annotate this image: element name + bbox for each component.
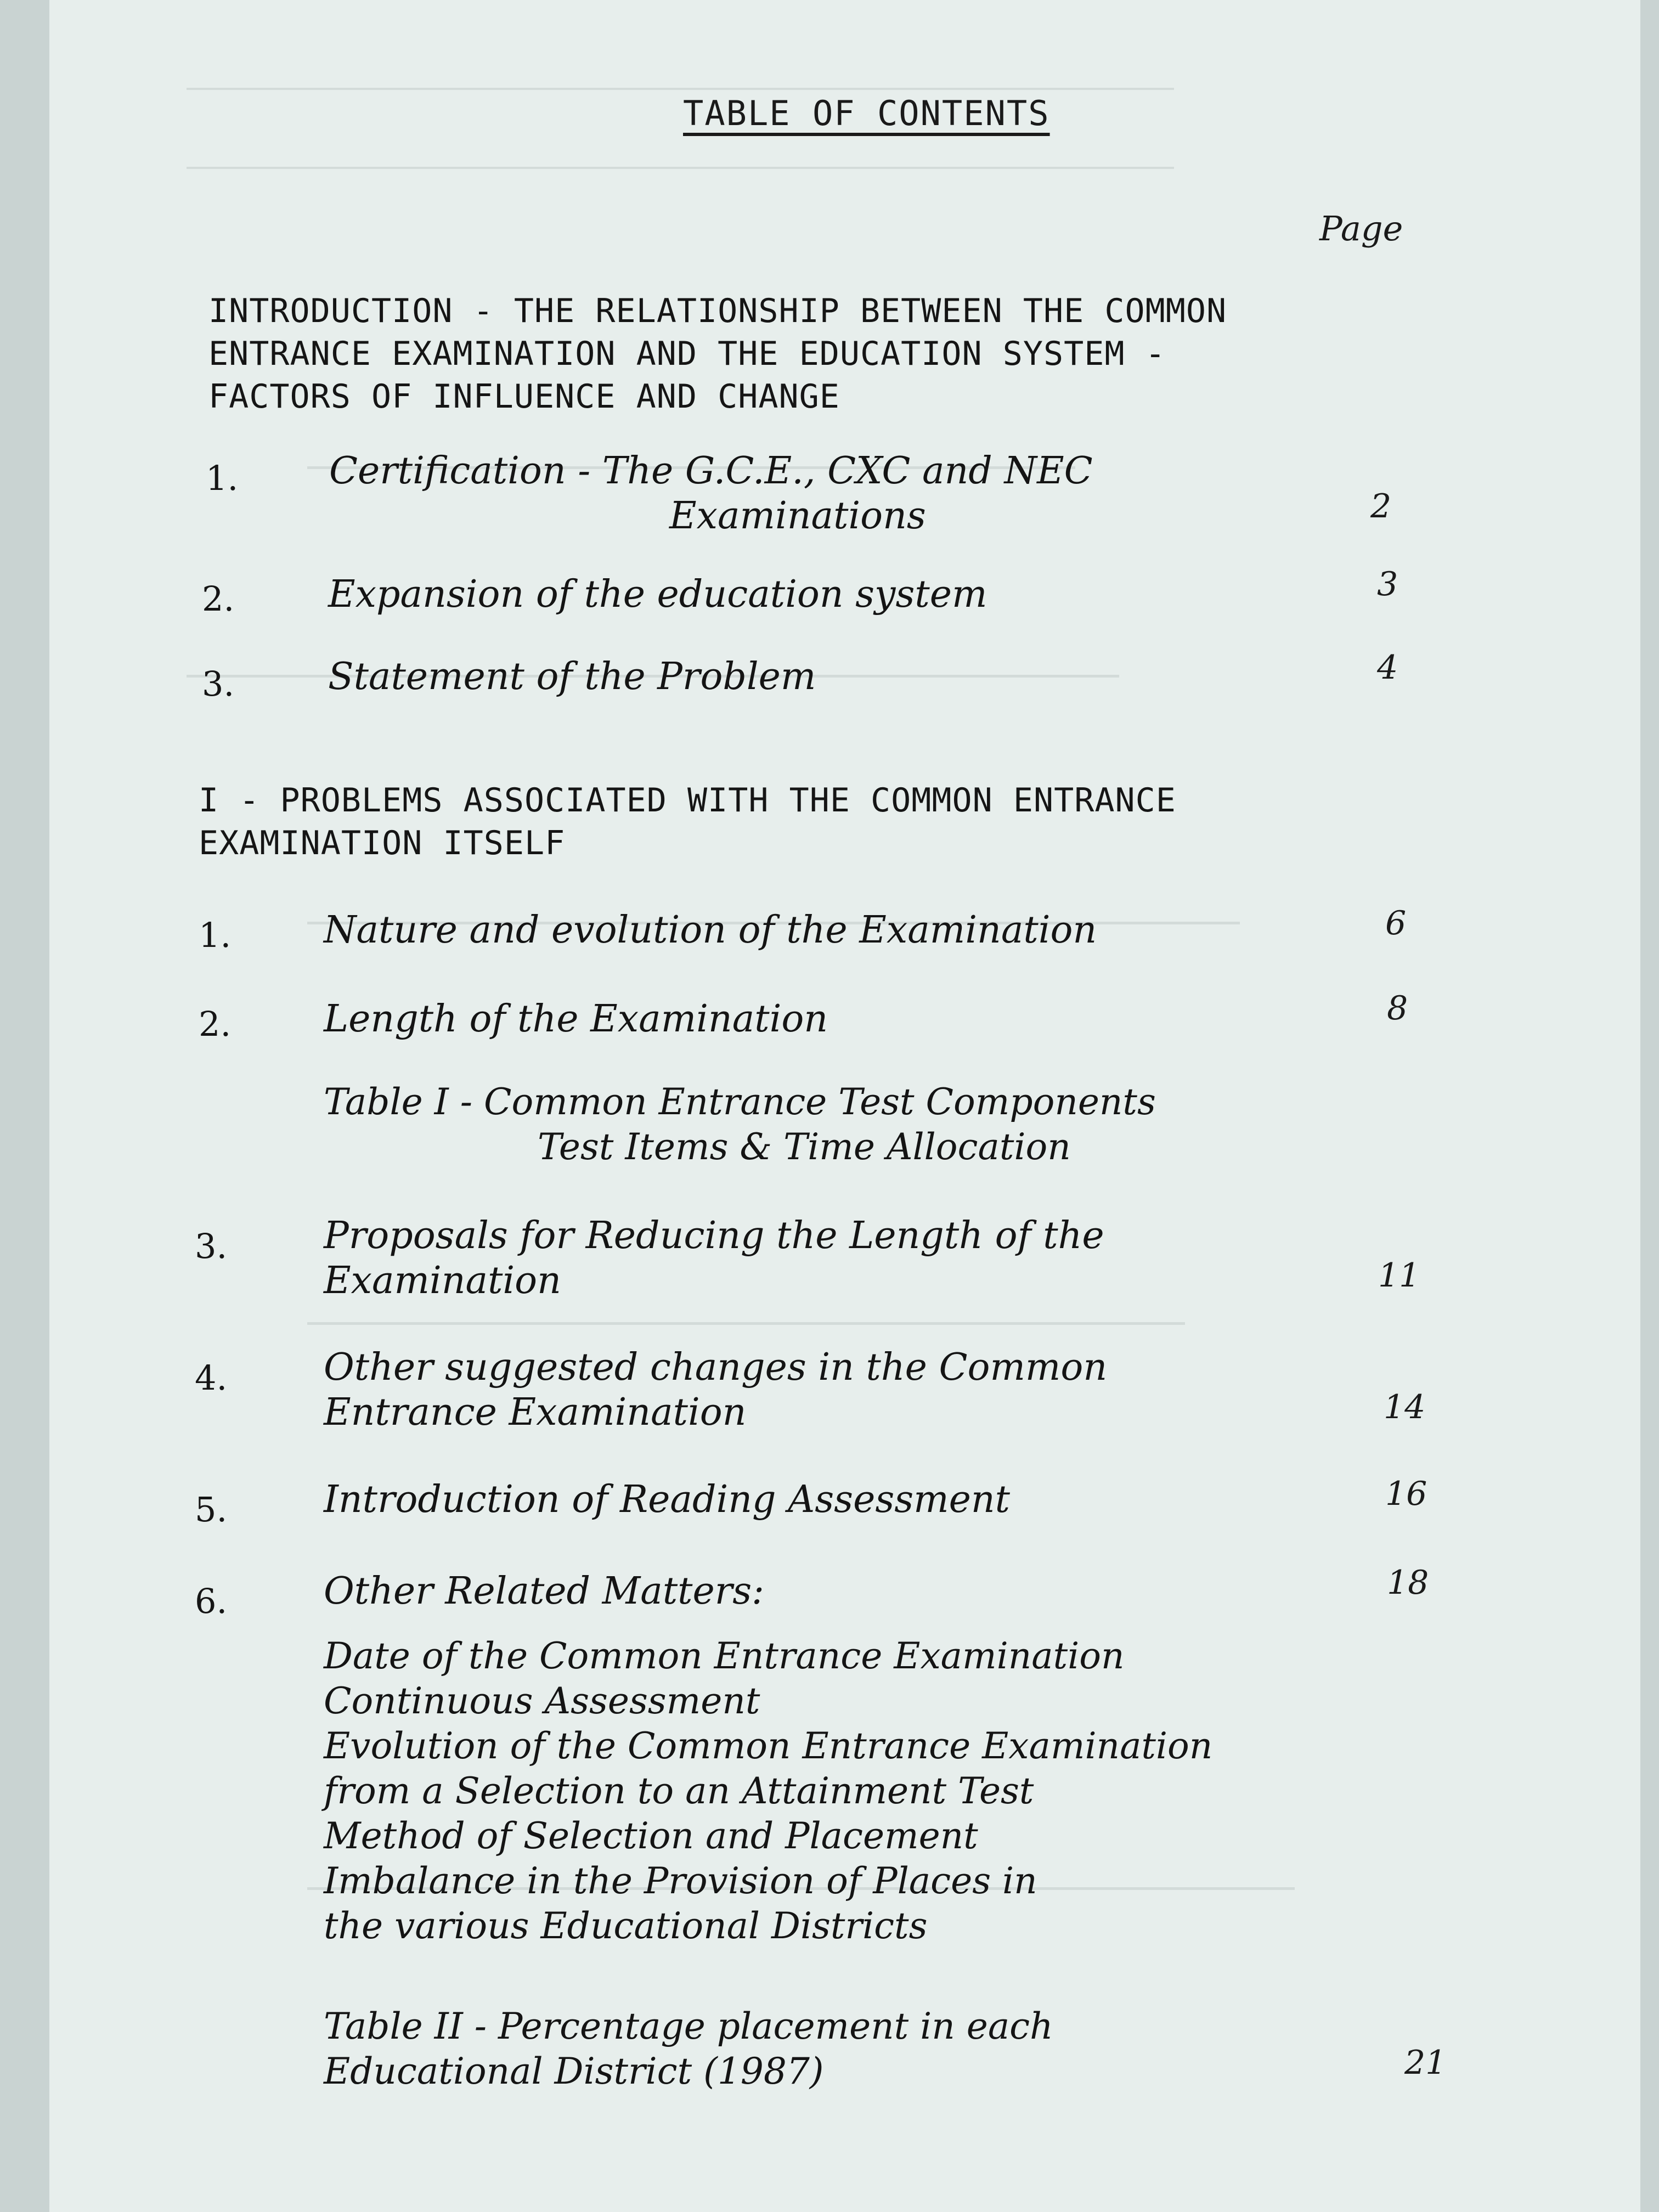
section-one-item-4-page: 14 xyxy=(1384,1388,1426,1426)
entry-line: Entrance Examination xyxy=(324,1391,747,1434)
section-one-item-3-title xyxy=(324,1214,1104,1304)
section-one-item-6-page: 18 xyxy=(1387,1564,1429,1602)
intro-item-3-number: 3. xyxy=(202,664,235,704)
section-one-item-1-number: 1. xyxy=(199,915,232,955)
caption-line: Educational District (1987) xyxy=(324,2050,824,2092)
section-one-item-5-number: 5. xyxy=(195,1489,228,1530)
intro-item-2-title: Expansion of the education system xyxy=(328,573,988,616)
intro-item-3-title: Statement of the Problem xyxy=(328,655,816,698)
page-title: TABLE OF CONTENTS xyxy=(683,93,1050,133)
section-one-item-2-number: 2. xyxy=(199,1004,232,1044)
intro-item-1-number: 1. xyxy=(206,458,239,498)
entry-line: Examination xyxy=(324,1259,561,1302)
table-two-caption xyxy=(324,2004,1053,2094)
intro-item-1-page: 2 xyxy=(1370,487,1392,526)
related-matter-item: Continuous Assessment xyxy=(324,1680,760,1722)
related-matter-item: Method of Selection and Placement xyxy=(324,1815,978,1857)
intro-item-2-page: 3 xyxy=(1377,565,1398,603)
related-matter-item: Evolution of the Common Entrance Examination xyxy=(324,1725,1213,1767)
section-one-item-3-page: 11 xyxy=(1378,1256,1420,1295)
related-matter-item: the various Educational Districts xyxy=(324,1905,928,1947)
section-one-item-4-title xyxy=(324,1345,1107,1435)
section-one-heading xyxy=(199,779,1296,865)
entry-line: Examinations xyxy=(669,494,926,538)
introduction-heading xyxy=(208,290,1306,418)
section-one-item-5-page: 16 xyxy=(1385,1475,1427,1513)
page-column-header: Page xyxy=(1319,208,1403,249)
section-one-item-6-number: 6. xyxy=(195,1581,228,1621)
caption-line: Table I - Common Entrance Test Components xyxy=(324,1081,1156,1123)
caption-line: Test Items & Time Allocation xyxy=(538,1126,1071,1168)
section-one-item-5-title: Introduction of Reading Assessment xyxy=(324,1478,1010,1521)
section-one-item-2-title: Length of the Examination xyxy=(324,997,828,1041)
entry-line: Certification - The G.C.E., CXC and NEC xyxy=(329,449,1093,493)
related-matters-list xyxy=(324,1634,1212,1949)
heading-line: I - PROBLEMS ASSOCIATED WITH THE COMMON ENTRANCE xyxy=(199,781,1176,820)
heading-line: EXAMINATION ITSELF xyxy=(199,824,566,862)
heading-line: FACTORS OF INFLUENCE AND CHANGE xyxy=(208,377,840,416)
section-one-item-1-page: 6 xyxy=(1385,904,1407,943)
section-one-item-3-number: 3. xyxy=(195,1226,228,1266)
heading-line: ENTRANCE EXAMINATION AND THE EDUCATION SYSTEM - xyxy=(208,335,1166,373)
intro-item-1-title xyxy=(329,449,1093,539)
related-matter-item: Imbalance in the Provision of Places in xyxy=(324,1860,1037,1902)
intro-item-3-page: 4 xyxy=(1377,648,1398,687)
related-matter-item: from a Selection to an Attainment Test xyxy=(324,1770,1034,1812)
section-one-item-1-title: Nature and evolution of the Examination xyxy=(324,909,1097,952)
entry-line: Other suggested changes in the Common xyxy=(324,1346,1108,1389)
table-two-page: 21 xyxy=(1404,2044,1447,2082)
caption-line: Table II - Percentage placement in each xyxy=(324,2005,1053,2047)
related-matter-item: Date of the Common Entrance Examination xyxy=(324,1635,1125,1677)
entry-line: Proposals for Reducing the Length of the xyxy=(324,1214,1104,1257)
table-one-caption xyxy=(324,1080,1156,1170)
heading-line: INTRODUCTION - THE RELATIONSHIP BETWEEN THE COMMON xyxy=(208,292,1227,330)
section-one-item-4-number: 4. xyxy=(195,1358,228,1398)
intro-item-2-number: 2. xyxy=(202,579,235,619)
section-one-item-6-title: Other Related Matters: xyxy=(324,1570,765,1613)
section-one-item-2-page: 8 xyxy=(1387,989,1408,1028)
